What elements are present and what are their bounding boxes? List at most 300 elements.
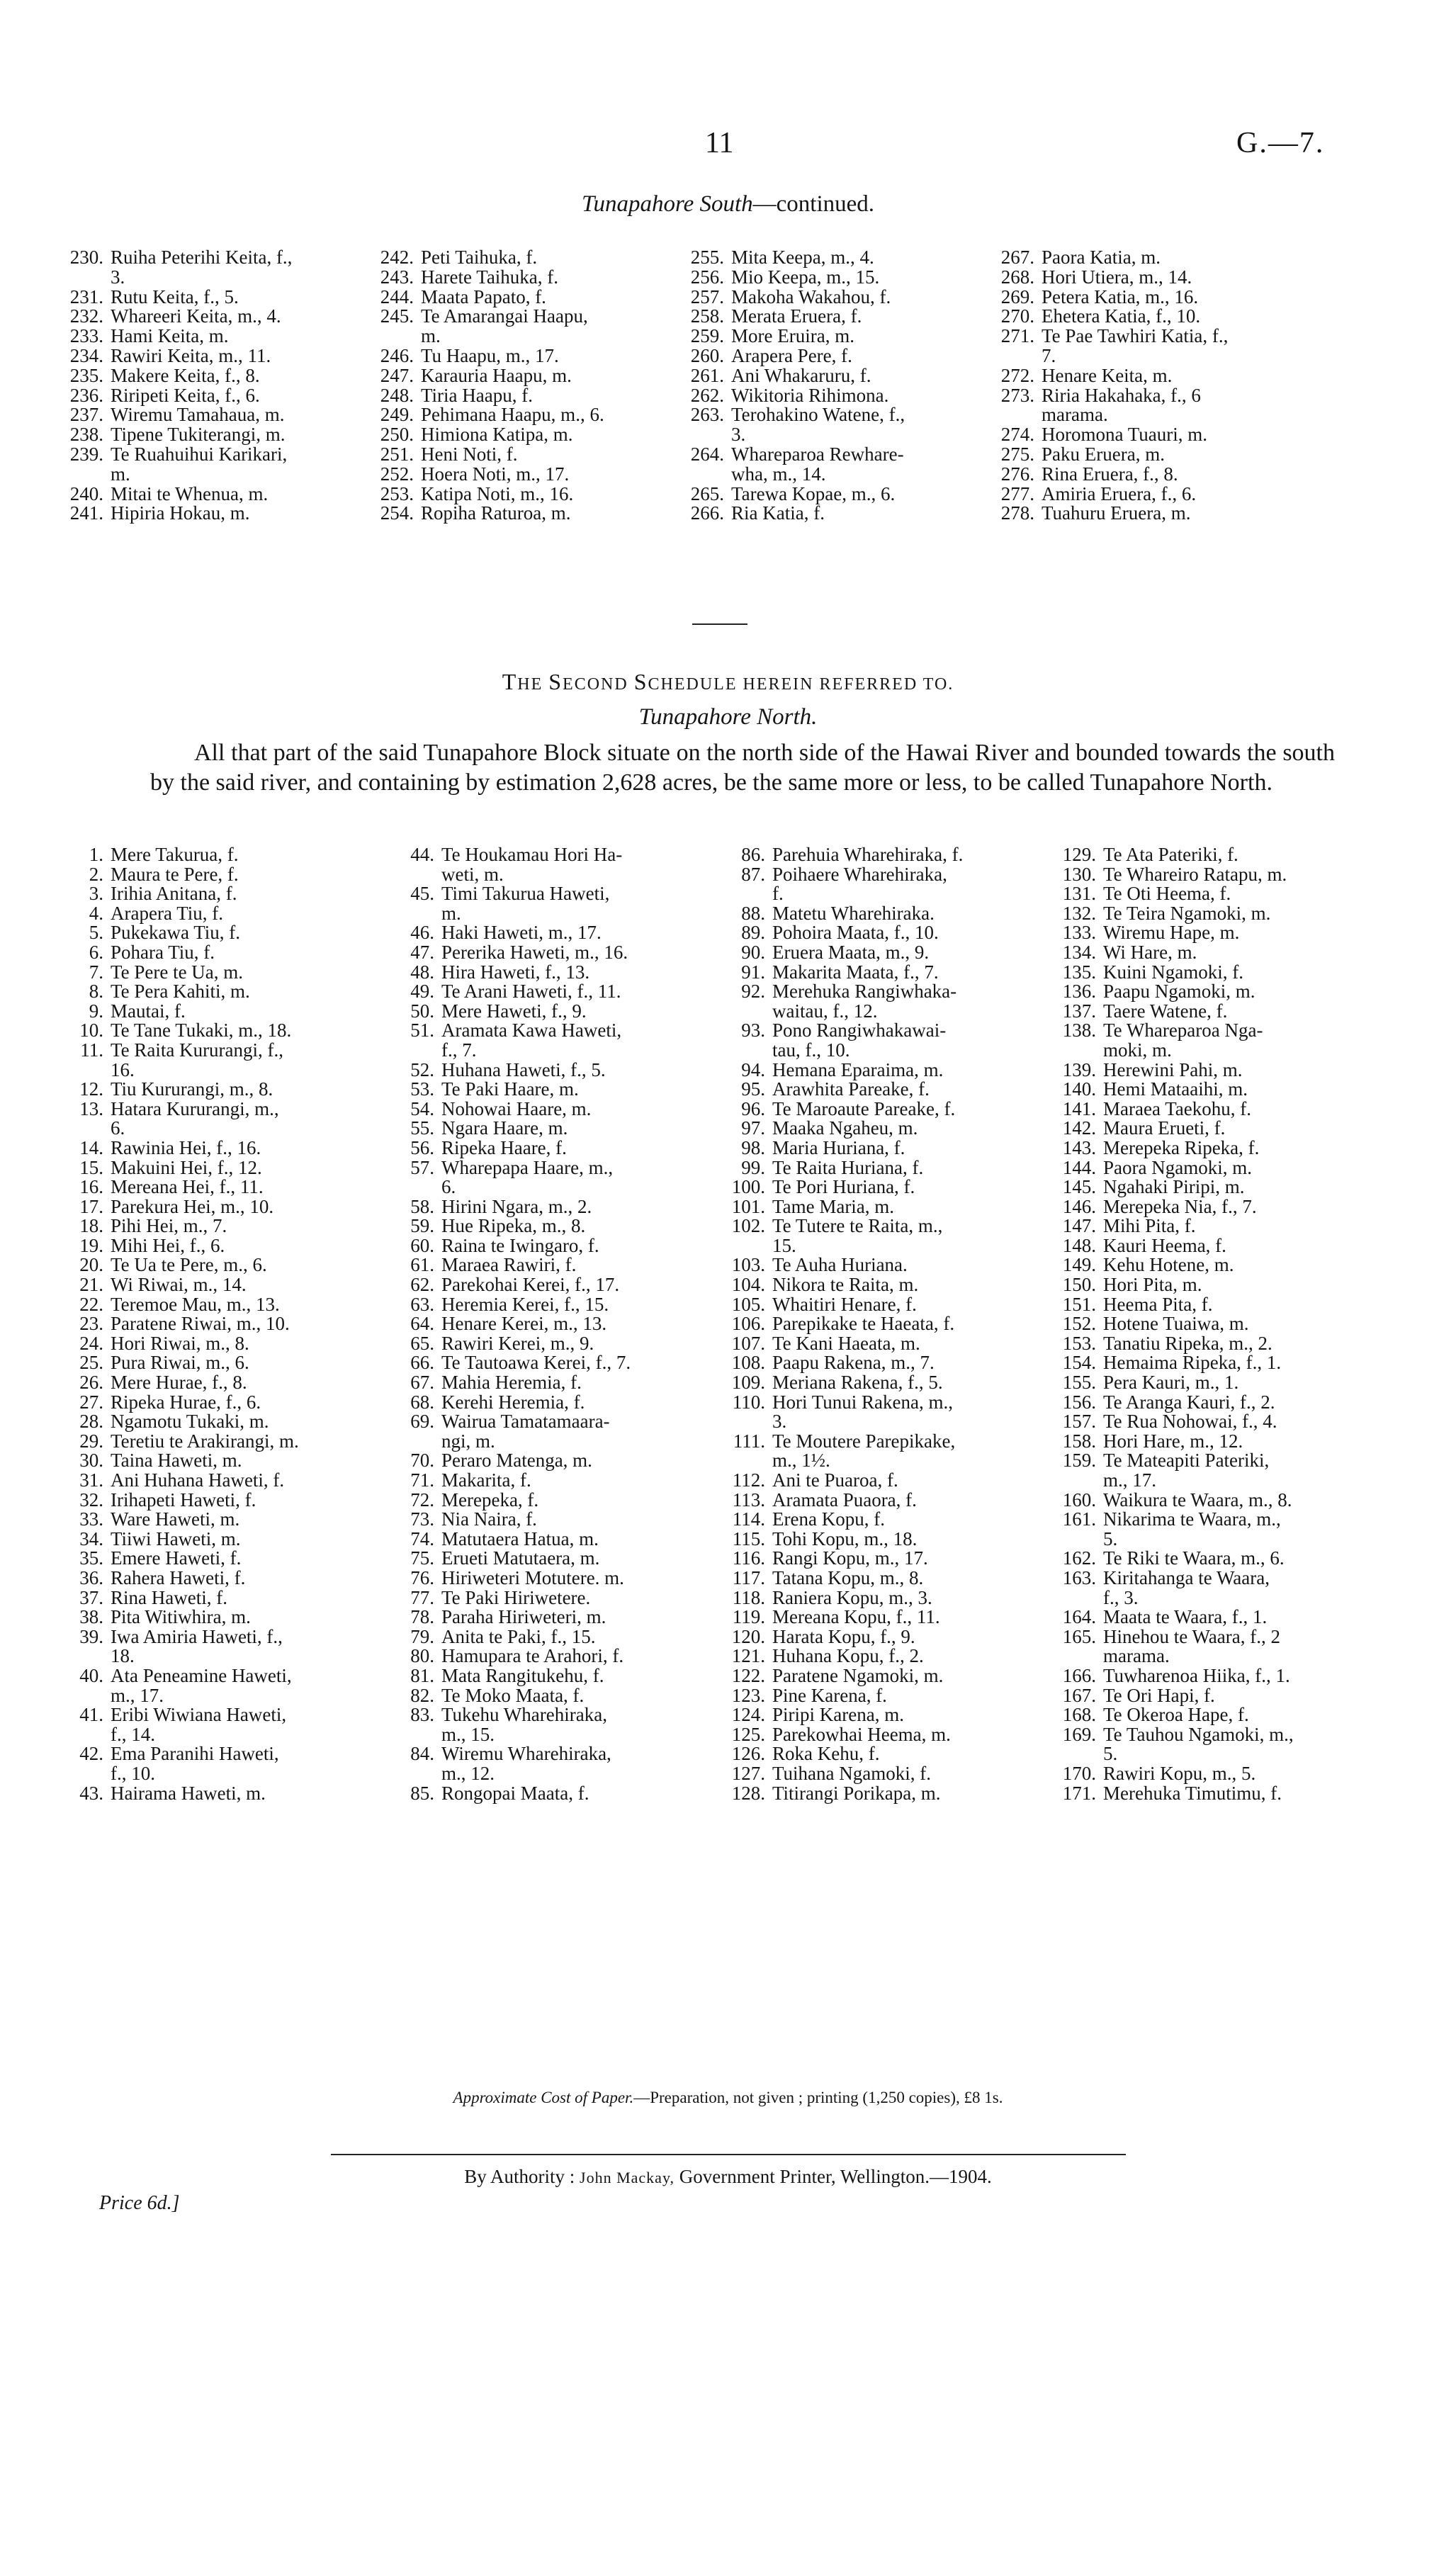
list-item: [380, 1608, 711, 1627]
entry-number: 163.: [1062, 1566, 1096, 1588]
entry-name: m., 15.: [441, 1723, 495, 1745]
authority-suffix: Government Printer, Wellington.—1904.: [679, 2166, 992, 2187]
entry-number: 77.: [410, 1586, 434, 1608]
entry-number: 234.: [69, 344, 103, 366]
entry-name: m., 17.: [1103, 1469, 1157, 1491]
list-item: [1042, 1255, 1373, 1275]
list-item: [1042, 1549, 1373, 1569]
list-item: [1042, 865, 1373, 885]
list-item: [670, 248, 981, 268]
entry-name: Tu Haapu, m., 17.: [421, 344, 559, 366]
entry-name: Horomona Tuauri, m.: [1042, 424, 1208, 446]
entry-number: 140.: [1062, 1078, 1096, 1100]
entry-name: Iwa Amiria Haweti, f.,: [111, 1625, 283, 1647]
entry-number: 156.: [1062, 1391, 1096, 1413]
entry-number: 162.: [1062, 1547, 1096, 1569]
entry-number: 158.: [1062, 1430, 1096, 1452]
entry-number: 32.: [79, 1489, 103, 1511]
entry-number: 57.: [410, 1156, 434, 1178]
list-item: [380, 1588, 711, 1608]
entry-number: 8.: [89, 981, 103, 1003]
entry-number: 150.: [1062, 1274, 1096, 1296]
entry-name: Ehetera Katia, f., 10.: [1042, 305, 1201, 327]
entry-number: 39.: [79, 1625, 103, 1647]
entry-name: Paraha Hiriweteri, m.: [441, 1606, 606, 1628]
entry-number: 25.: [79, 1352, 103, 1374]
entry-number: 245.: [380, 305, 414, 327]
owner-column: [981, 248, 1291, 524]
entry-name: Hori Pita, m.: [1103, 1274, 1202, 1296]
list-item: [1042, 1119, 1373, 1139]
entry-name: Taere Watene, f.: [1103, 1000, 1228, 1022]
list-item: [711, 1136, 1042, 1158]
entry-number: 264.: [690, 443, 724, 465]
entry-number: 129.: [1062, 844, 1096, 865]
entry-number: 62.: [410, 1274, 434, 1296]
entry-name: Tanatiu Ripeka, m., 2.: [1103, 1332, 1272, 1354]
list-item: [50, 1041, 380, 1061]
list-item: [50, 963, 380, 983]
entry-number: 246.: [380, 344, 414, 366]
list-item: [1042, 1784, 1373, 1804]
entry-number: 94.: [741, 1058, 765, 1080]
list-item: [50, 1295, 380, 1315]
entry-number: 132.: [1062, 902, 1096, 924]
entry-name: Parehuia Wharehiraka, f.: [772, 844, 964, 865]
entry-number: 108.: [731, 1352, 765, 1374]
list-item: [50, 1334, 380, 1354]
list-item: [50, 1178, 380, 1197]
entry-name: Parekowhai Heema, m.: [772, 1723, 951, 1745]
list-item: [360, 425, 670, 445]
entry-name: Hira Haweti, f., 13.: [441, 961, 590, 983]
entry-name: Wi Riwai, m., 14.: [111, 1274, 247, 1296]
list-item: [711, 1197, 1042, 1217]
list-item: [1042, 1236, 1373, 1256]
list-item: [711, 982, 1042, 1002]
list-item: [1042, 1373, 1373, 1393]
entry-name: Hori Utiera, m., 14.: [1042, 266, 1192, 288]
entry-number: 28.: [79, 1411, 103, 1433]
list-item: [670, 327, 981, 346]
entry-name: Hori Tunui Rakena, m.,: [772, 1391, 954, 1413]
entry-name: Terohakino Watene, f.,: [731, 404, 905, 426]
entry-name: Huhana Haweti, f., 5.: [441, 1058, 606, 1080]
entry-name: Pura Riwai, m., 6.: [111, 1352, 249, 1374]
entry-name: tau, f., 10.: [772, 1039, 850, 1061]
list-item: [981, 288, 1291, 307]
list-item: [50, 1608, 380, 1627]
list-item: [50, 1373, 380, 1393]
list-item: [670, 445, 981, 465]
entry-name: Ani Huhana Haweti, f.: [111, 1469, 285, 1491]
entry-name: Wiremu Wharehiraka,: [441, 1743, 611, 1765]
entry-number: 56.: [410, 1136, 434, 1158]
entry-number: 128.: [731, 1782, 765, 1804]
entry-name: Riripeti Keita, f., 6.: [111, 384, 260, 406]
entry-name: Wiremu Hape, m.: [1103, 922, 1240, 944]
entry-name: Titirangi Porikapa, m.: [772, 1782, 941, 1804]
list-item: [50, 1314, 380, 1334]
entry-number: 18.: [79, 1215, 103, 1237]
entry-number: 249.: [380, 404, 414, 426]
owner-column: [1042, 845, 1373, 1803]
entry-name: Te Oti Heema, f.: [1103, 883, 1231, 905]
entry-number: 235.: [69, 364, 103, 386]
entry-name: Te Mateapiti Pateriki,: [1103, 1450, 1270, 1472]
entry-number: 139.: [1062, 1058, 1096, 1080]
entry-number: 263.: [690, 404, 724, 426]
list-item: [380, 1097, 711, 1119]
list-item: [1042, 1058, 1373, 1080]
entry-name: 6.: [441, 1176, 456, 1198]
entry-number: 159.: [1062, 1450, 1096, 1472]
list-item: [670, 346, 981, 366]
entry-number: 29.: [79, 1430, 103, 1452]
entry-number: 113.: [732, 1489, 765, 1511]
list-item: [380, 1491, 711, 1511]
entry-number: 74.: [410, 1528, 434, 1549]
entry-name: Harete Taihuka, f.: [421, 266, 559, 288]
entry-name: Wikitoria Rihimona.: [731, 384, 889, 406]
price-label: Price 6d.]: [99, 2192, 180, 2214]
entry-name: Te Pae Tawhiri Katia, f.,: [1042, 325, 1229, 347]
list-item: [711, 1627, 1042, 1647]
entry-name: Maaka Ngaheu, m.: [772, 1117, 918, 1139]
entry-number: 118.: [732, 1586, 765, 1608]
list-item: [711, 1686, 1042, 1706]
entry-name: 3.: [731, 424, 746, 446]
entry-name: Tuihana Ngamoki, f.: [772, 1762, 931, 1784]
list-item: [1042, 923, 1373, 943]
entry-name: Merehuka Timutimu, f.: [1103, 1782, 1282, 1804]
entry-name: Wi Hare, m.: [1103, 941, 1197, 963]
list-item: [380, 1686, 711, 1706]
list-item: [711, 1002, 1042, 1022]
list-item: [981, 307, 1291, 327]
entry-number: 151.: [1062, 1293, 1096, 1315]
entry-number: 119.: [732, 1606, 765, 1628]
list-item: [50, 1647, 380, 1666]
list-item: [380, 1041, 711, 1061]
entry-name: Kauri Heema, f.: [1103, 1234, 1226, 1256]
entry-number: 252.: [380, 463, 414, 485]
entry-number: 95.: [741, 1078, 765, 1100]
entry-number: 86.: [741, 844, 765, 865]
entry-number: 106.: [731, 1313, 765, 1335]
list-item: [670, 425, 981, 445]
entry-number: 274.: [1000, 424, 1034, 446]
list-item: [1042, 1608, 1373, 1627]
list-item: [50, 1666, 380, 1686]
list-item: [670, 268, 981, 288]
list-item: [380, 1080, 711, 1100]
entry-number: [1042, 1647, 1103, 1666]
list-item: [50, 465, 360, 485]
list-item: [380, 1197, 711, 1217]
entry-number: 76.: [410, 1566, 434, 1588]
entry-number: [380, 1041, 441, 1061]
list-item: [711, 1549, 1042, 1569]
authority-line: [0, 2166, 1456, 2188]
entry-number: 137.: [1062, 1000, 1096, 1022]
entry-name: Paratene Ngamoki, m.: [772, 1664, 944, 1686]
entry-number: [50, 1119, 111, 1139]
entry-number: 60.: [410, 1234, 434, 1256]
entry-number: 237.: [69, 404, 103, 426]
entry-number: [50, 1686, 111, 1706]
entry-number: 152.: [1062, 1313, 1096, 1335]
entry-name: Mere Takurua, f.: [111, 844, 239, 865]
schedule-heading: THE SECOND SCHEDULE HEREIN REFERRED TO.: [502, 669, 954, 694]
entry-number: 111.: [733, 1430, 765, 1452]
list-item: [711, 1764, 1042, 1784]
list-item: [50, 307, 360, 327]
list-item: [1042, 1021, 1373, 1041]
entry-name: Pono Rangiwhakawai-: [772, 1020, 947, 1041]
entry-name: Merata Eruera, f.: [731, 305, 862, 327]
list-item: [1042, 1510, 1373, 1530]
entry-name: m.: [111, 463, 130, 485]
list-item: [670, 482, 981, 504]
entry-number: 90.: [741, 941, 765, 963]
entry-number: 43.: [79, 1782, 103, 1804]
list-item: [380, 923, 711, 943]
entry-number: [380, 1178, 441, 1197]
list-item: [360, 445, 670, 465]
entry-number: 88.: [741, 902, 765, 924]
entry-number: 273.: [1000, 384, 1034, 406]
entry-name: Paapu Ngamoki, m.: [1103, 981, 1255, 1003]
list-item: [380, 1334, 711, 1354]
entry-name: Te Kani Haeata, m.: [772, 1332, 920, 1354]
list-item: [50, 1432, 380, 1452]
entry-number: 266.: [690, 502, 724, 524]
list-item: [711, 1058, 1042, 1080]
list-item: [981, 366, 1291, 386]
list-item: [50, 845, 380, 865]
list-item: [380, 1627, 711, 1647]
entry-name: Ware Haweti, m.: [111, 1508, 240, 1530]
entry-name: Nikarima te Waara, m.,: [1103, 1508, 1281, 1530]
entry-number: 48.: [410, 961, 434, 983]
list-item: [981, 248, 1291, 268]
entry-name: Te Raita Kururangi, f.,: [111, 1039, 284, 1061]
owner-column: [711, 845, 1042, 1803]
entry-name: Pohara Tiu, f.: [111, 941, 215, 963]
list-item: [711, 1216, 1042, 1236]
list-item: [380, 1764, 711, 1784]
list-item: [360, 327, 670, 346]
entry-number: 24.: [79, 1332, 103, 1354]
list-item: [981, 386, 1291, 406]
list-item: [711, 1608, 1042, 1627]
entry-name: m., 1½.: [772, 1450, 830, 1472]
list-item: [1042, 904, 1373, 924]
list-item: [1042, 1471, 1373, 1491]
entry-number: 153.: [1062, 1332, 1096, 1354]
entry-name: Merehuka Rangiwhaka-: [772, 981, 957, 1003]
list-item: [1042, 1275, 1373, 1295]
entry-name: Paku Eruera, m.: [1042, 443, 1165, 465]
entry-number: 91.: [741, 961, 765, 983]
entry-name: Heremia Kerei, f., 15.: [441, 1293, 609, 1315]
entry-name: Arapera Tiu, f.: [111, 902, 223, 924]
list-item: [711, 1373, 1042, 1393]
entry-name: 5.: [1103, 1743, 1118, 1765]
entry-number: 44.: [410, 844, 434, 865]
entry-number: 166.: [1062, 1664, 1096, 1686]
list-item: [360, 366, 670, 386]
list-item: [711, 1119, 1042, 1139]
entry-name: Anita te Paki, f., 15.: [441, 1625, 596, 1647]
entry-number: 82.: [410, 1684, 434, 1706]
entry-name: 15.: [772, 1234, 796, 1256]
entry-number: 83.: [410, 1704, 434, 1726]
list-item: [711, 1275, 1042, 1295]
entry-number: 20.: [79, 1254, 103, 1276]
entry-name: Te Moko Maata, f.: [441, 1684, 585, 1706]
list-item: [1042, 943, 1373, 963]
entry-number: 52.: [410, 1058, 434, 1080]
entry-number: 164.: [1062, 1606, 1096, 1628]
entry-name: Peti Taihuka, f.: [421, 247, 538, 268]
entry-number: [981, 405, 1042, 425]
entry-name: Heni Noti, f.: [421, 443, 518, 465]
entry-number: 92.: [741, 981, 765, 1003]
entry-number: 171.: [1062, 1782, 1096, 1804]
list-item: [50, 1197, 380, 1217]
north-owner-list: [50, 845, 1373, 1803]
entry-name: Hemana Eparaima, m.: [772, 1058, 944, 1080]
entry-number: 259.: [690, 325, 724, 347]
entry-number: 160.: [1062, 1489, 1096, 1511]
entry-number: 2.: [89, 863, 103, 885]
entry-name: Heema Pita, f.: [1103, 1293, 1213, 1315]
list-item: [50, 327, 360, 346]
entry-name: Pererika Haweti, m., 16.: [441, 941, 628, 963]
entry-number: 251.: [380, 443, 414, 465]
entry-name: Amiria Eruera, f., 6.: [1042, 482, 1197, 504]
entry-number: 102.: [731, 1215, 765, 1237]
entry-number: [380, 904, 441, 924]
list-item: [380, 1373, 711, 1393]
entry-number: 134.: [1062, 941, 1096, 963]
entry-name: Rongopai Maata, f.: [441, 1782, 589, 1804]
entry-number: 75.: [410, 1547, 434, 1569]
entry-number: 22.: [79, 1293, 103, 1315]
list-item: [1042, 1432, 1373, 1452]
entry-name: Rina Eruera, f., 8.: [1042, 463, 1178, 485]
list-item: [711, 1178, 1042, 1197]
north-description: All that part of the said Tunapahore Block situate on the north side of the Hawai River and bounded towards the south by the said river, and containing by estimation 2,628 acres, be the same more or less, to be called Tunapahore North.: [150, 740, 1335, 796]
entry-name: Makarita Maata, f., 7.: [772, 961, 939, 983]
entry-name: Wiremu Tamahaua, m.: [111, 404, 285, 426]
entry-name: Mere Haweti, f., 9.: [441, 1000, 587, 1022]
list-item: [50, 1705, 380, 1725]
entry-name: Ripeka Hurae, f., 6.: [111, 1391, 261, 1413]
list-item: [360, 482, 670, 504]
entry-number: 12.: [79, 1078, 103, 1100]
entry-name: 5.: [1103, 1528, 1118, 1549]
list-item: [380, 1666, 711, 1686]
entry-number: 53.: [410, 1078, 434, 1100]
list-item: [711, 1432, 1042, 1452]
entry-name: Herewini Pahi, m.: [1103, 1058, 1243, 1080]
list-item: [50, 366, 360, 386]
entry-number: [50, 1725, 111, 1745]
list-item: [1042, 1295, 1373, 1315]
list-item: [380, 1432, 711, 1452]
list-item: [1042, 1530, 1373, 1549]
list-item: [1042, 1002, 1373, 1022]
entry-number: 33.: [79, 1508, 103, 1530]
authority-prefix: By Authority :: [464, 2166, 575, 2187]
entry-number: [380, 1764, 441, 1784]
entry-name: Hamupara te Arahori, f.: [441, 1645, 624, 1667]
entry-number: 165.: [1062, 1625, 1096, 1647]
entry-name: Mereana Kopu, f., 11.: [772, 1606, 940, 1628]
entry-name: Huhana Kopu, f., 2.: [772, 1645, 924, 1667]
entry-name: m.: [441, 902, 461, 924]
list-item: [50, 346, 360, 366]
list-item: [50, 425, 360, 445]
entry-name: Mautai, f.: [111, 1000, 186, 1022]
list-item: [1042, 1627, 1373, 1647]
entry-name: Hoera Noti, m., 17.: [421, 463, 570, 485]
entry-number: 87.: [741, 863, 765, 885]
entry-number: 38.: [79, 1606, 103, 1628]
list-item: [50, 268, 360, 288]
entry-number: 101.: [731, 1195, 765, 1217]
entry-name: Mahia Heremia, f.: [441, 1372, 582, 1394]
list-item: [380, 1314, 711, 1334]
entry-number: 241.: [69, 502, 103, 524]
entry-number: 7.: [89, 961, 103, 983]
entry-number: 231.: [69, 286, 103, 307]
list-item: [380, 1255, 711, 1275]
entry-number: 84.: [410, 1743, 434, 1765]
entry-name: Te Whareparoa Nga-: [1103, 1020, 1263, 1041]
entry-name: Pukekawa Tiu, f.: [111, 922, 241, 944]
entry-number: 120.: [731, 1625, 765, 1647]
entry-name: Whareeri Keita, m., 4.: [111, 305, 281, 327]
list-item: [380, 904, 711, 924]
entry-number: 98.: [741, 1136, 765, 1158]
list-item: [1042, 1041, 1373, 1061]
entry-number: 55.: [410, 1117, 434, 1139]
entry-number: 21.: [79, 1274, 103, 1296]
list-item: [50, 1784, 380, 1804]
entry-number: 154.: [1062, 1352, 1096, 1374]
list-item: [380, 1412, 711, 1432]
entry-name: Maraea Taekohu, f.: [1103, 1097, 1252, 1119]
entry-number: 50.: [410, 1000, 434, 1022]
list-item: [711, 1295, 1042, 1315]
list-item: [380, 1705, 711, 1725]
entry-number: 67.: [410, 1372, 434, 1394]
entry-name: Hairama Haweti, m.: [111, 1782, 266, 1804]
entry-number: 72.: [410, 1489, 434, 1511]
entry-number: 255.: [690, 247, 724, 268]
entry-name: Eruera Maata, m., 9.: [772, 941, 930, 963]
entry-name: Te Tane Tukaki, m., 18.: [111, 1020, 292, 1041]
list-item: [50, 1549, 380, 1569]
entry-name: Hipiria Hokau, m.: [111, 502, 250, 524]
list-item: [380, 1566, 711, 1588]
entry-name: Te Amarangai Haapu,: [421, 305, 588, 327]
list-item: [360, 405, 670, 425]
